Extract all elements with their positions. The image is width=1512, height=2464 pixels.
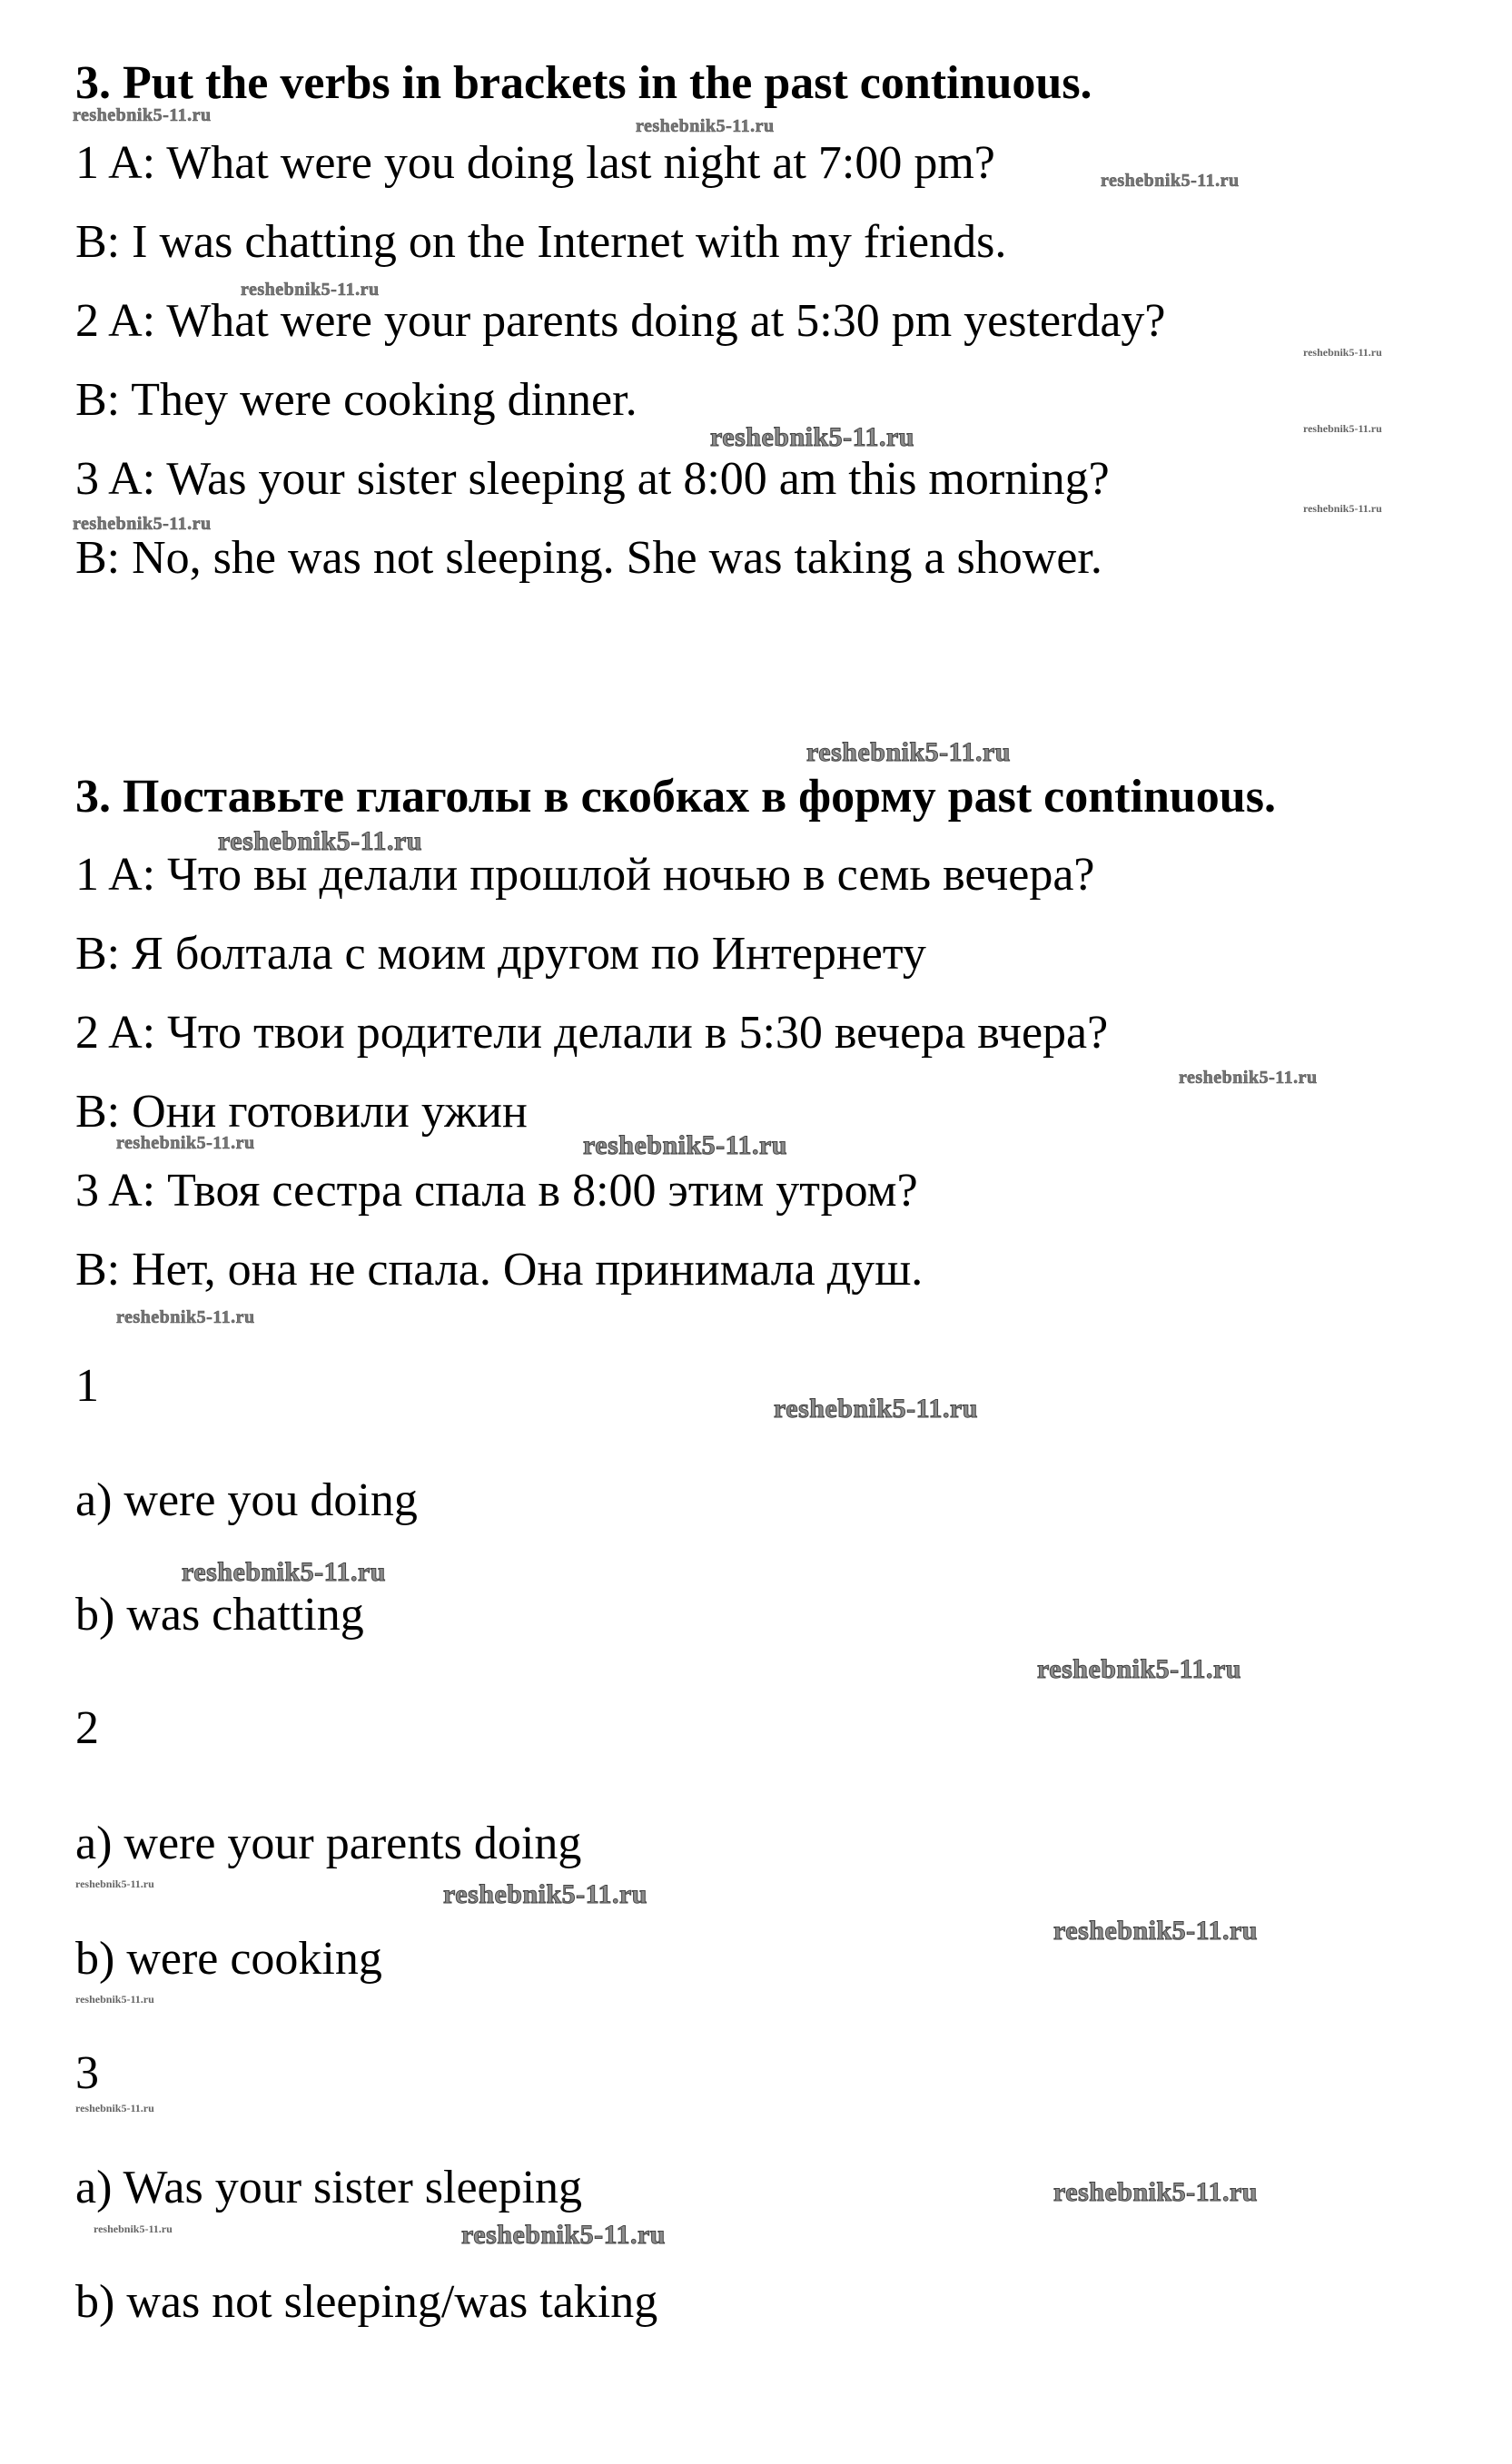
watermark: reshebnik5-11.ru — [1037, 1654, 1241, 1684]
answer-a: a) Was your sister sleeping — [75, 2162, 583, 2213]
answer-number: 3 — [75, 2047, 99, 2099]
watermark: reshebnik5-11.ru — [1303, 422, 1382, 435]
watermark: reshebnik5-11.ru — [1179, 1068, 1318, 1088]
watermark: reshebnik5-11.ru — [116, 1133, 255, 1153]
answer-b: b) were cooking — [75, 1933, 382, 1985]
answer-b: b) was not sleeping/was taking — [75, 2276, 658, 2328]
english-line: B: No, she was not sleeping. She was taking a shower. — [75, 532, 1102, 584]
answer-a: a) were your parents doing — [75, 1818, 582, 1869]
watermark: reshebnik5-11.ru — [636, 116, 775, 136]
russian-heading: 3. Поставьте глаголы в скобках в форму past continuous. — [75, 771, 1276, 823]
russian-line: 1 A: Что вы делали прошлой ночью в семь вечера? — [75, 849, 1095, 901]
answer-b: b) was chatting — [75, 1589, 364, 1641]
watermark: reshebnik5-11.ru — [1101, 171, 1240, 191]
answer-number: 1 — [75, 1360, 99, 1412]
watermark: reshebnik5-11.ru — [73, 514, 212, 534]
russian-line: B: Они готовили ужин — [75, 1086, 528, 1138]
watermark: reshebnik5-11.ru — [182, 1557, 386, 1587]
watermark: reshebnik5-11.ru — [75, 2102, 154, 2114]
watermark: reshebnik5-11.ru — [443, 1879, 647, 1909]
answer-a: a) were you doing — [75, 1474, 418, 1526]
watermark: reshebnik5-11.ru — [116, 1307, 255, 1327]
watermark: reshebnik5-11.ru — [75, 1993, 154, 2006]
watermark: reshebnik5-11.ru — [806, 737, 1011, 767]
english-line: 1 A: What were you doing last night at 7:00 pm? — [75, 137, 995, 189]
english-line: B: They were cooking dinner. — [75, 374, 637, 426]
english-line: 3 A: Was your sister sleeping at 8:00 am this morning? — [75, 453, 1110, 505]
watermark: reshebnik5-11.ru — [774, 1394, 978, 1424]
watermark: reshebnik5-11.ru — [1053, 1916, 1258, 1946]
english-heading: 3. Put the verbs in brackets in the past continuous. — [75, 57, 1092, 109]
russian-line: B: Я болтала с моим другом по Интернету — [75, 928, 926, 980]
watermark: reshebnik5-11.ru — [94, 2223, 173, 2235]
watermark: reshebnik5-11.ru — [583, 1130, 787, 1160]
english-line: 2 A: What were your parents doing at 5:30 pm yesterday? — [75, 295, 1166, 347]
watermark: reshebnik5-11.ru — [241, 280, 380, 300]
watermark: reshebnik5-11.ru — [461, 2220, 666, 2250]
watermark: reshebnik5-11.ru — [73, 105, 212, 125]
watermark: reshebnik5-11.ru — [218, 826, 422, 856]
answer-number: 2 — [75, 1702, 99, 1754]
watermark: reshebnik5-11.ru — [1303, 502, 1382, 515]
watermark: reshebnik5-11.ru — [1303, 346, 1382, 359]
watermark: reshebnik5-11.ru — [75, 1878, 154, 1890]
watermark: reshebnik5-11.ru — [1053, 2177, 1258, 2207]
russian-line: 2 A: Что твои родители делали в 5:30 вечера вчера? — [75, 1007, 1109, 1059]
russian-line: 3 A: Твоя сестра спала в 8:00 этим утром? — [75, 1165, 918, 1217]
english-line: B: I was chatting on the Internet with my friends. — [75, 216, 1007, 268]
watermark: reshebnik5-11.ru — [710, 422, 914, 452]
russian-line: B: Нет, она не спала. Она принимала душ. — [75, 1244, 924, 1296]
